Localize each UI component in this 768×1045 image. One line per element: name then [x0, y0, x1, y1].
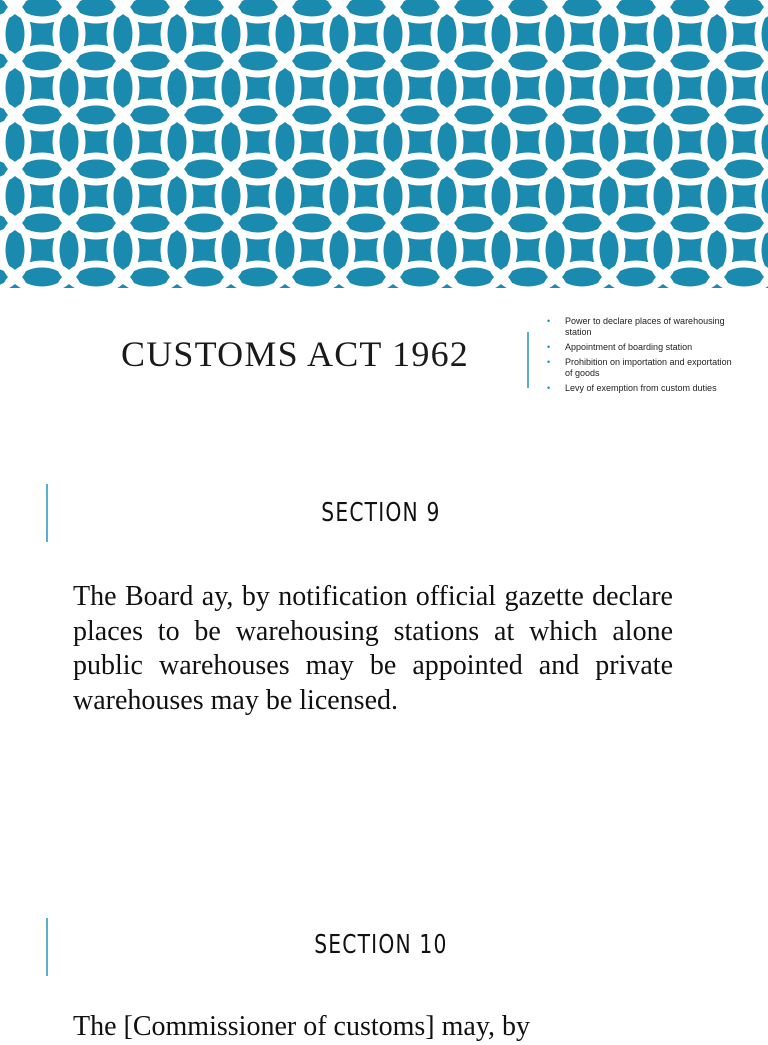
section-accent-bar	[46, 918, 48, 976]
title-divider	[527, 332, 529, 388]
bullet-icon: •	[547, 357, 551, 367]
topic-item	[547, 342, 732, 353]
page-title: CUSTOMS ACT 1962	[121, 334, 469, 374]
topic-text: Appointment of boarding station	[565, 342, 693, 352]
section-body: The Board ay, by notification official gazette declare places to be warehousing stations at which alone public warehouses may be appointed and private warehouses may be licensed.	[73, 581, 673, 716]
topic-text: Levy of exemption from custom duties	[565, 383, 717, 393]
section-heading: SECTION 10	[314, 930, 448, 960]
topic-item	[547, 316, 732, 338]
bullet-icon: •	[547, 316, 551, 326]
interlocking-circles-pattern	[0, 0, 768, 288]
topic-item	[547, 357, 732, 379]
bullet-icon: •	[547, 342, 551, 352]
topic-text: Prohibition on importation and exportation of goods	[565, 357, 732, 378]
section-accent-bar	[46, 484, 48, 542]
topic-list	[547, 316, 732, 398]
bullet-icon: •	[547, 383, 551, 393]
section-10-slide	[0, 918, 768, 1042]
section-heading: SECTION 9	[321, 498, 441, 528]
topic-item	[547, 383, 732, 394]
section-body: The [Commissioner of customs] may, by	[73, 1011, 531, 1042]
section-9-slide	[0, 484, 768, 784]
decorative-banner	[0, 0, 768, 288]
title-slide	[0, 288, 768, 438]
topic-text: Power to declare places of warehousing station	[565, 316, 725, 337]
